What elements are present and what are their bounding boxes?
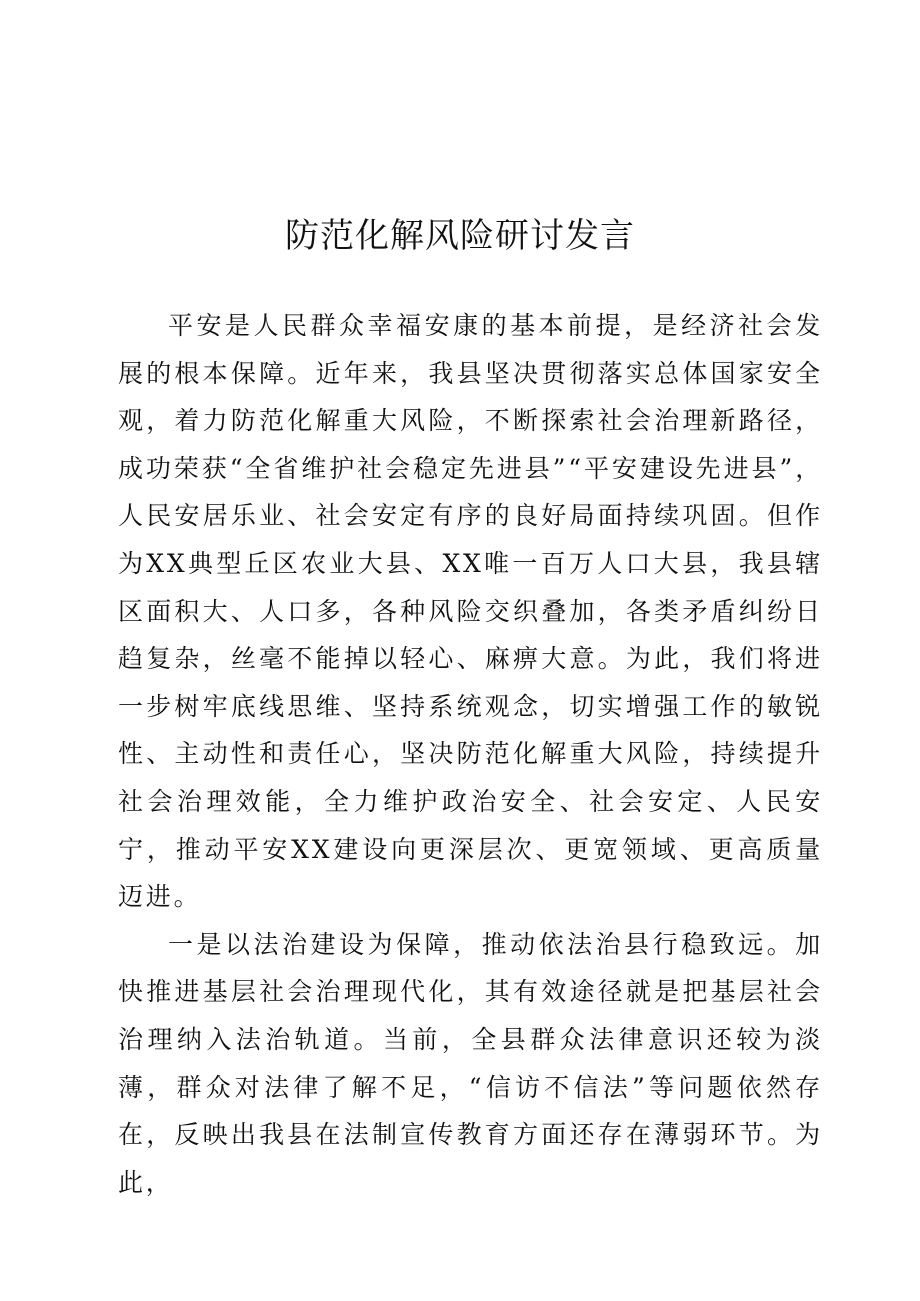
paragraph-intro: 平安是人民群众幸福安康的基本前提，是经济社会发展的根本保障。近年来，我县坚决贯彻落实总体国家安全观，着力防范化解重大风险，不断探索社会治理新路径，成功荣获“全省维护社会稳定先进县”“平安建设先进县”，人民安居乐业、社会安定有序的良好局面持续巩固。但作为XX典型丘区农业大县、XX唯一百万人口大县，我县辖区面积大、人口多，各种风险交织叠加，各类矛盾纠纷日趋复杂，丝毫不能掉以轻心、麻痹大意。为此，我们将进一步树牢底线思维、坚持系统观念，切实增强工作的敏锐性、主动性和责任心，坚决防范化解重大风险，持续提升社会治理效能，全力维护政治安全、社会安定、人民安宁，推动平安XX建设向更深层次、更宽领域、更高质量迈进。 (118, 311, 823, 912)
document-body (118, 302, 823, 1206)
document-title: 防范化解风险研讨发言 (285, 216, 635, 256)
paragraph-rule-of-law: 一是以法治建设为保障，推动依法治县行稳致远。加快推进基层社会治理现代化，其有效途径就是把基层社会治理纳入法治轨道。当前，全县群众法律意识还较为淡薄，群众对法律了解不足，“信访不信法”等问题依然存在，反映出我县在法制宣传教育方面还存在薄弱环节。为此， (118, 929, 823, 1197)
